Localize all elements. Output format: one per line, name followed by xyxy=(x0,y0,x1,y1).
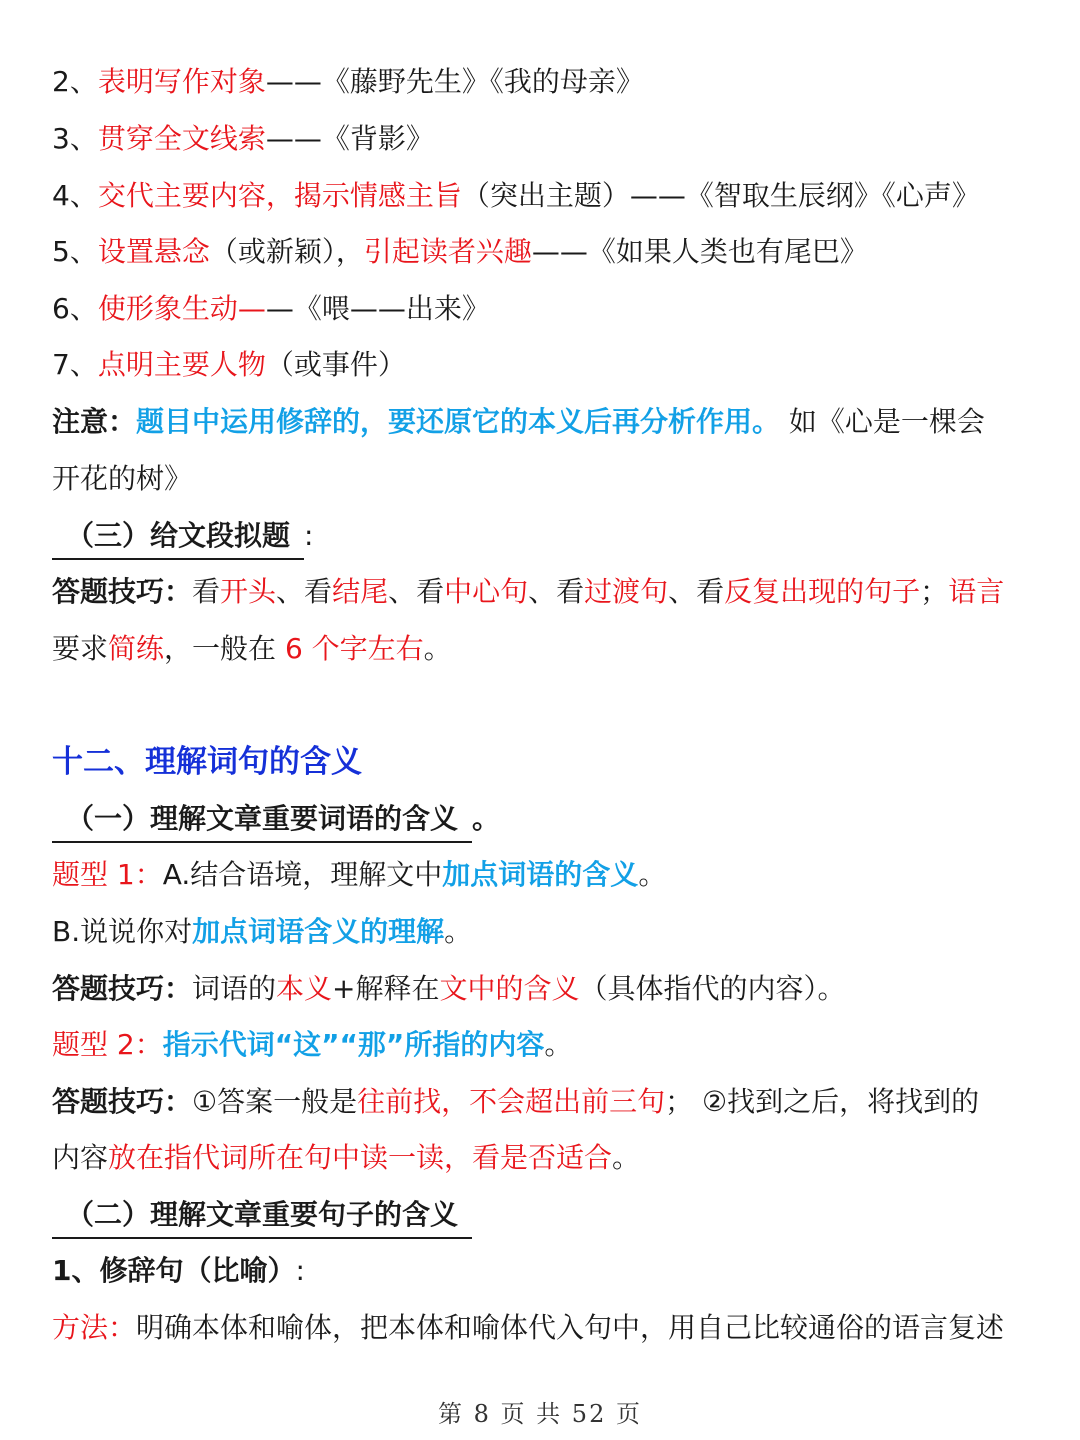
highlight-blue: 加点词语含义的理解 xyxy=(192,915,445,948)
text: （具体指代的内容）。 xyxy=(579,972,846,1005)
text-line-l1 xyxy=(52,54,1042,110)
text: 、看 xyxy=(668,575,725,608)
text: 6、 xyxy=(52,292,98,325)
text-line-l9 xyxy=(52,508,1042,564)
text: ，一般在 xyxy=(164,632,277,665)
highlight-red: 中心句 xyxy=(444,575,529,608)
text-line-l4 xyxy=(52,224,1042,280)
highlight-red: 文中的含义 xyxy=(439,972,580,1005)
text-line-l11 xyxy=(52,621,1042,677)
text-line-l10 xyxy=(52,564,1042,620)
text: 4、 xyxy=(52,179,98,212)
text-line-l21 xyxy=(52,1243,1042,1299)
text-line-l17 xyxy=(52,1017,1042,1073)
text: B.说说你对 xyxy=(52,915,193,948)
text: 。 xyxy=(444,915,473,948)
text: ——《如果人类也有尾巴》 xyxy=(531,235,868,268)
text: 3、 xyxy=(52,122,98,155)
highlight-red: 反复出现的句子 xyxy=(724,575,921,608)
text-line-l8 xyxy=(52,451,1042,507)
highlight-red: 本义 xyxy=(276,972,333,1005)
text: 词语的 xyxy=(192,972,277,1005)
text: 。 xyxy=(544,1028,573,1061)
text: 。 xyxy=(423,632,452,665)
text: A.结合语境，理解文中 xyxy=(162,858,443,891)
bold-label: 答题技巧： xyxy=(52,1085,193,1118)
highlight-red: 交代主要内容，揭示情感主旨 xyxy=(97,179,462,212)
highlight-red: 使形象生动— xyxy=(97,292,266,325)
text-line-l20 xyxy=(52,1187,1042,1243)
text: 2、 xyxy=(52,65,98,98)
text-line-l5 xyxy=(52,281,1042,337)
highlight-red: 题型 2： xyxy=(52,1028,163,1061)
text-line-l2 xyxy=(52,111,1042,167)
highlight-red: 往前找，不会超出前三句 xyxy=(357,1085,666,1118)
text: 开花的树》 xyxy=(52,462,193,495)
text: 、看 xyxy=(276,575,333,608)
highlight-red: 贯穿全文线索 xyxy=(97,122,266,155)
text: 。 xyxy=(612,1141,641,1174)
text: ； ②找到之后，将找到的 xyxy=(665,1085,980,1118)
highlight-red: 简练 xyxy=(108,632,165,665)
highlight-red: 6 个字左右 xyxy=(276,632,424,665)
bold-label: 答题技巧： xyxy=(52,972,193,1005)
text: ——《藤野先生》《我的母亲》 xyxy=(265,65,644,98)
text: ——《背影》 xyxy=(265,122,434,155)
highlight-red: 点明主要人物 xyxy=(97,348,266,381)
text: ； xyxy=(920,575,949,608)
text: （突出主题）——《智取生辰纲》《心声》 xyxy=(461,179,980,212)
text: ①答案一般是 xyxy=(192,1085,358,1118)
highlight-red: 方法： xyxy=(52,1311,137,1344)
highlight-red: 题型 1： xyxy=(52,858,163,891)
subsection-heading: （一）理解文章重要词语的含义 xyxy=(52,797,472,843)
highlight-red: 放在指代词所在句中读一读，看是否适合 xyxy=(108,1141,613,1174)
text-line-l7 xyxy=(52,394,1042,450)
highlight-red: 设置悬念 xyxy=(97,235,210,268)
text: 看 xyxy=(192,575,221,608)
text-line-l19 xyxy=(52,1130,1042,1186)
text-line-l16 xyxy=(52,961,1042,1017)
subsection-heading: （二）理解文章重要句子的含义 xyxy=(52,1193,472,1239)
text-line-l6 xyxy=(52,337,1042,393)
text: +解释在 xyxy=(332,972,440,1005)
highlight-blue: 指示代词“这”“那”所指的内容 xyxy=(162,1028,545,1061)
highlight-blue: 题目中运用修辞的，要还原它的本义后再分析作用。 xyxy=(136,405,781,438)
text-line-l22 xyxy=(52,1300,1042,1356)
text: : xyxy=(304,519,314,552)
highlight-red: 过渡句 xyxy=(584,575,669,608)
bold-label: 1、修辞句（比喻） xyxy=(52,1254,296,1287)
highlight-red: 引起读者兴趣 xyxy=(363,235,532,268)
highlight-red: 开头 xyxy=(220,575,277,608)
text: 。 xyxy=(638,858,667,891)
text: 7、 xyxy=(52,348,98,381)
text: : xyxy=(295,1254,305,1287)
highlight-blue: 加点词语的含义 xyxy=(442,858,639,891)
text: 要求 xyxy=(52,632,109,665)
text: 、看 xyxy=(388,575,445,608)
bold-label: 答题技巧： xyxy=(52,575,193,608)
text: 内容 xyxy=(52,1141,109,1174)
text: 如《心是一棵会 xyxy=(780,405,985,438)
text-line-l18 xyxy=(52,1074,1042,1130)
subsection-heading: （三）给文段拟题 xyxy=(52,514,304,560)
text-line-l12 xyxy=(52,734,1042,790)
text-line-l14 xyxy=(52,847,1042,903)
text-line-l3 xyxy=(52,168,1042,224)
text: （或新颖）， xyxy=(209,235,364,268)
highlight-red: 结尾 xyxy=(332,575,389,608)
text: —《喂——出来》 xyxy=(265,292,490,325)
text-line-l13 xyxy=(52,791,1042,847)
page-footer: 第 8 页 共 52 页 xyxy=(438,1400,642,1428)
text: 、看 xyxy=(528,575,585,608)
bold-label: 。 xyxy=(472,802,501,835)
highlight-red: 表明写作对象 xyxy=(97,65,266,98)
text: 5、 xyxy=(52,235,98,268)
text: 明确本体和喻体，把本体和喻体代入句中，用自己比较通俗的语言复述 xyxy=(136,1311,1005,1344)
bold-label: 注意： xyxy=(52,405,137,438)
highlight-red: 语言 xyxy=(948,575,1005,608)
text-line-l15 xyxy=(52,904,1042,960)
text: （或事件） xyxy=(265,348,406,381)
section-heading: 十二、理解词句的含义 xyxy=(52,744,362,780)
